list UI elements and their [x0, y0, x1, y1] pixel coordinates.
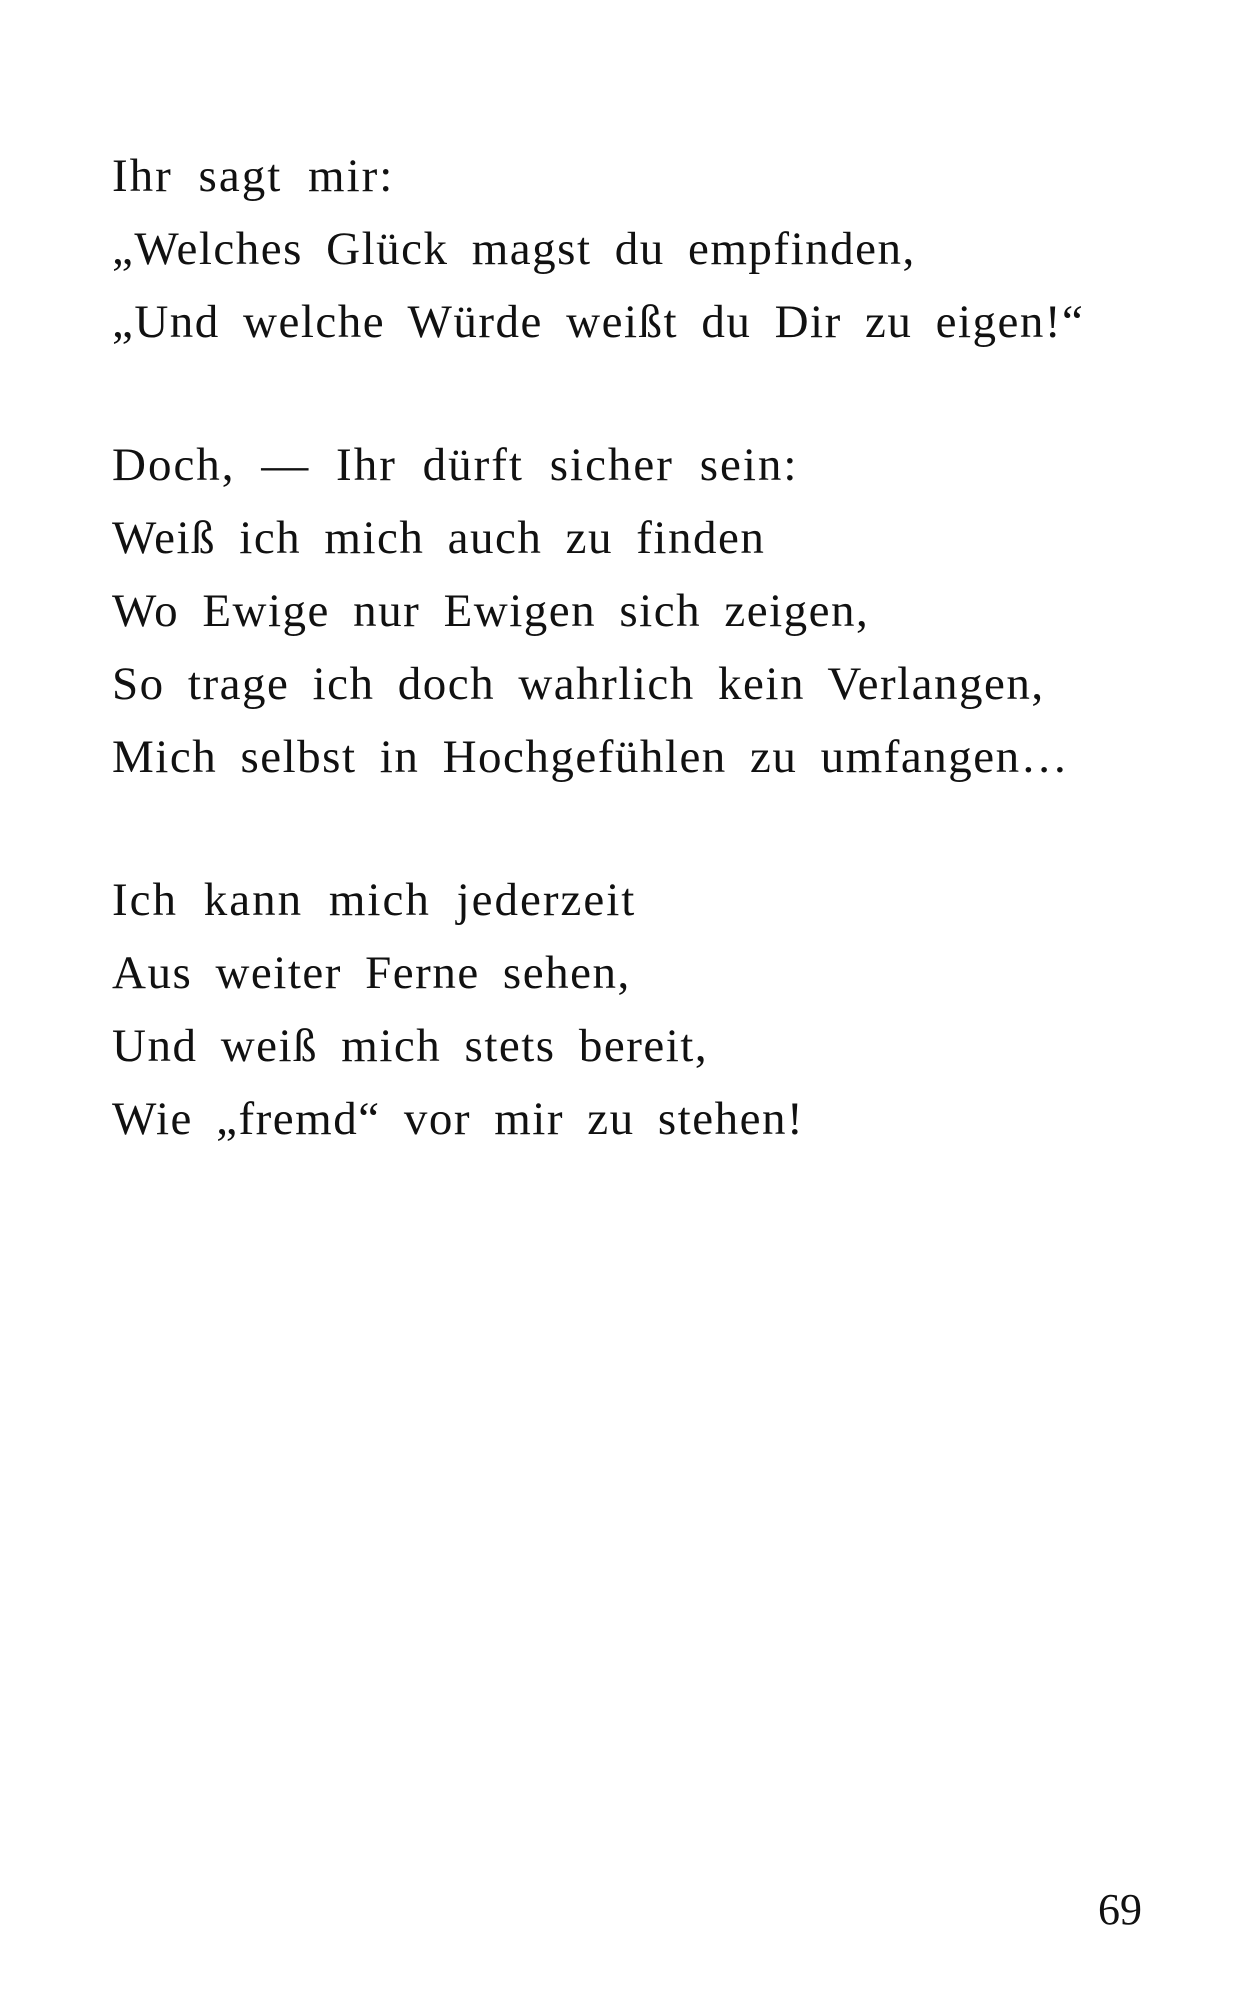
poem-line: Aus weiter Ferne sehen,: [112, 947, 631, 999]
poem-line: „Und welche Würde weißt du Dir zu eigen!“: [112, 296, 1085, 348]
poem-line: Wie „fremd“ vor mir zu stehen!: [112, 1093, 805, 1145]
poem-line: So trage ich doch wahrlich kein Verlangen,: [112, 658, 1045, 710]
stanza-3: [112, 864, 1152, 1156]
stanza-2: [112, 429, 1152, 794]
poem: [112, 140, 1152, 1226]
poem-line: Ihr sagt mir:: [112, 150, 395, 202]
stanza-1: [112, 140, 1152, 359]
poem-line: „Welches Glück magst du empfinden,: [112, 223, 916, 275]
poem-line: Weiß ich mich auch zu finden: [112, 512, 766, 564]
poem-line: Doch, — Ihr dürft sicher sein:: [112, 439, 799, 491]
poem-line: Mich selbst in Hochgefühlen zu umfangen…: [112, 731, 1070, 783]
poem-line: Ich kann mich jederzeit: [112, 874, 637, 926]
poem-line: Wo Ewige nur Ewigen sich zeigen,: [112, 585, 870, 637]
poem-line: Und weiß mich stets bereit,: [112, 1020, 709, 1072]
page-number: 69: [1098, 1885, 1142, 1934]
